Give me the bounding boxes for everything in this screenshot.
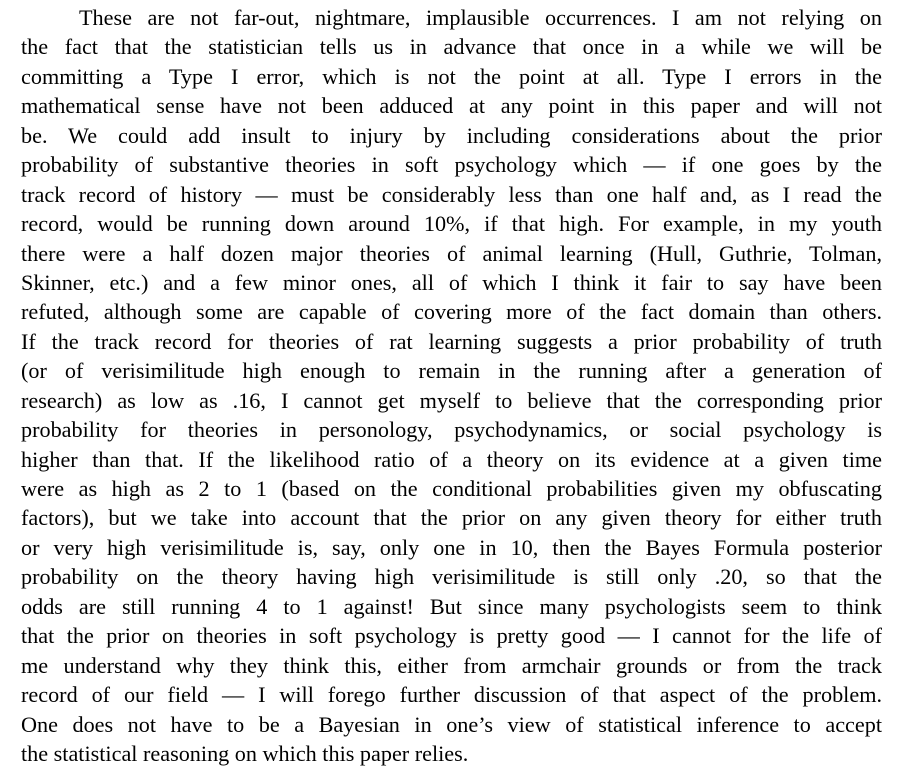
text-line: higher than that. If the likelihood ratio of a theory on its evidence at a given time <box>21 446 882 472</box>
text-line: record of our field — I will forego further discussion of that aspect of the problem. <box>21 682 882 708</box>
text-line: If the track record for theories of rat learning suggests a prior probability of truth <box>21 328 882 354</box>
text-line: probability for theories in personology, psychodynamics, or social psychology is <box>21 417 882 443</box>
body-paragraph <box>21 3 882 768</box>
text-line: committing a Type I error, which is not the point at all. Type I errors in the <box>21 63 882 89</box>
text-line: probability on the theory having high verisimilitude is still only .20, so that the <box>21 564 882 590</box>
text-line: were as high as 2 to 1 (based on the conditional probabilities given my obfuscating <box>21 476 882 501</box>
text-line: These are not far-out, nightmare, implausible occurrences. I am not relying on <box>79 5 882 30</box>
text-line: probability of substantive theories in soft psychology which — if one goes by the <box>21 152 882 178</box>
text-line: the fact that the statistician tells us in advance that once in a while we will be <box>21 34 882 60</box>
document-page <box>21 3 882 768</box>
text-line: odds are still running 4 to 1 against! But since many psychologists seem to think <box>21 593 882 619</box>
text-line: be. We could add insult to injury by including considerations about the prior <box>21 122 882 148</box>
text-line: record, would be running down around 10%, if that high. For example, in my youth <box>21 211 882 237</box>
text-line: (or of verisimilitude high enough to remain in the running after a generation of <box>21 358 882 384</box>
text-line: there were a half dozen major theories of animal learning (Hull, Guthrie, Tolman, <box>21 240 882 266</box>
text-line: mathematical sense have not been adduced at any point in this paper and will not <box>21 93 882 119</box>
text-line: refuted, although some are capable of covering more of the fact domain than others. <box>21 299 882 325</box>
text-line: that the prior on theories in soft psychology is pretty good — I cannot for the life of <box>21 623 882 649</box>
text-line: track record of history — must be considerably less than one half and, as I read the <box>21 181 882 207</box>
text-line: Skinner, etc.) and a few minor ones, all of which I think it fair to say have been <box>21 269 882 295</box>
text-line: research) as low as .16, I cannot get myself to believe that the corresponding prior <box>21 387 882 413</box>
text-line: One does not have to be a Bayesian in one’s view of statistical inference to accept <box>21 711 882 737</box>
text-line: the statistical reasoning on which this paper relies. <box>21 740 469 766</box>
text-line: or very high verisimilitude is, say, only one in 10, then the Bayes Formula posterior <box>21 534 882 560</box>
text-line: factors), but we take into account that the prior on any given theory for either truth <box>21 505 882 531</box>
text-line: me understand why they think this, either from armchair grounds or from the track <box>21 652 882 678</box>
